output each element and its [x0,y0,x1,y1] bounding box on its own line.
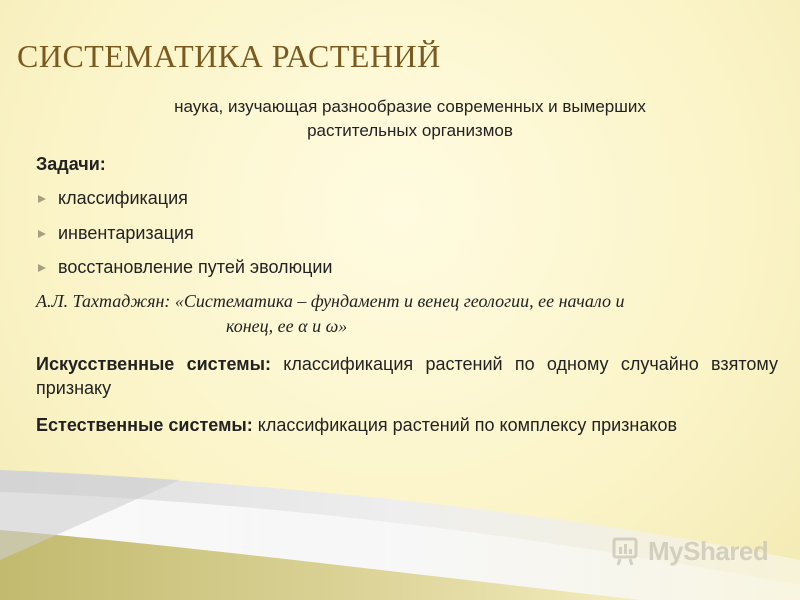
triangle-bullet-icon [38,264,46,272]
quote [36,289,781,339]
task-item [38,188,188,209]
watermark [612,535,768,567]
tasks-heading: Задачи: [36,154,106,174]
task-item [38,223,194,244]
triangle-bullet-icon [38,195,46,203]
natural-systems-term: Естественные системы: [36,415,253,435]
slide-title: СИСТЕМАТИКА РАСТЕНИЙ [17,38,441,74]
task-text: восстановление путей эволюции [58,257,333,277]
subtitle-line-2: растительных организмов [307,121,513,140]
myshared-logo-icon [612,535,644,567]
quote-line-2: конец, ее α и ω» [226,316,348,336]
watermark-text: MyShared [648,535,769,566]
triangle-bullet-icon [38,230,46,238]
task-item [38,257,332,278]
quote-line-1: А.Л. Тахтаджян: «Систематика – фундамент и венец геологии, ее начало и [36,291,625,311]
natural-systems-paragraph [36,413,778,437]
task-text: классификация [58,188,188,208]
subtitle [40,95,780,143]
natural-systems-definition: классификация растений по комплексу признаков [252,415,678,435]
subtitle-line-1: наука, изучающая разнообразие современных и вымерших [174,97,646,116]
artificial-systems-term: Искусственные системы: [36,354,271,374]
artificial-systems-paragraph [36,352,778,400]
artificial-systems-definition: классификация растений по одному случайно взятому признаку [36,354,778,398]
task-text: инвентаризация [58,223,194,243]
